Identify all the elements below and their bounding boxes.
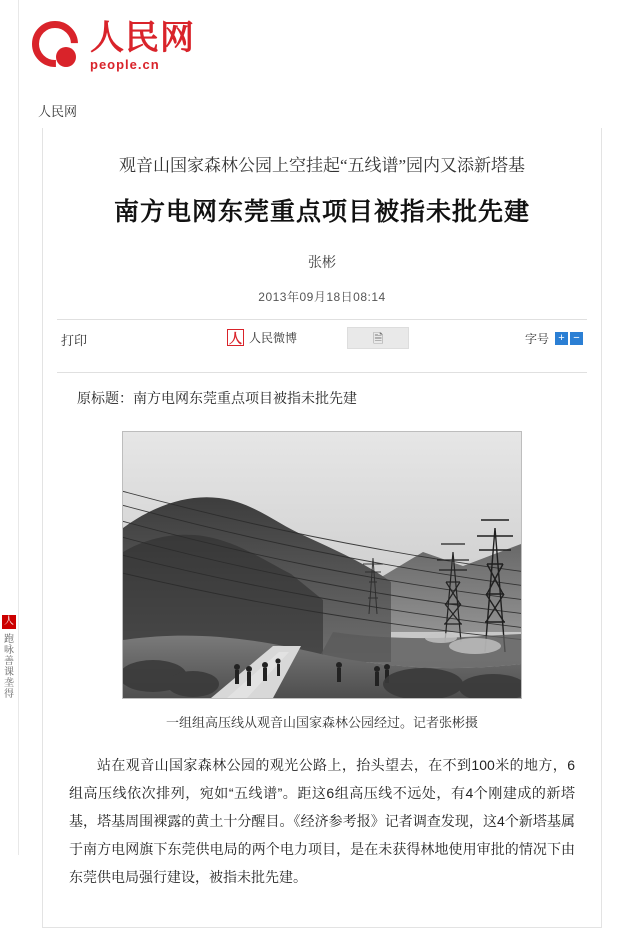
breadcrumb[interactable]: 人民网 [38,104,78,119]
article-toolbar [57,320,587,358]
original-title: 原标题：南方电网东莞重点项目被指未批先建 [77,390,357,406]
font-size-increase-button[interactable]: + [555,332,568,345]
article-author: 张彬 [308,254,336,270]
article-body [43,373,601,927]
logo-text-en: people.cn [90,57,160,72]
article-header [43,128,601,305]
article-subtitle: 观音山国家森林公园上空挂起“五线谱”园内又添新塔基 [118,156,526,175]
font-size-decrease-button[interactable]: − [570,332,583,345]
weibo-label: 人民微博 [249,331,298,345]
print-button[interactable]: 打印 [61,332,88,348]
article-photo [122,431,522,699]
font-size-label: 字号 [524,332,549,346]
rail-people-badge-icon: 人 [4,616,14,627]
left-rail [0,0,19,855]
logo-text-group [90,22,195,72]
photo-graphic [123,432,521,698]
weibo-share-button[interactable] [227,329,297,346]
people-logo-icon [32,21,84,73]
rail-vertical-text: 跑咏善课垄得 [4,634,14,700]
font-size-control [525,330,583,347]
site-logo[interactable] [32,21,195,73]
weibo-icon: 人 [228,331,242,346]
figure-caption: 一组组高压线从观音山国家森林公园经过。记者张彬摄 [165,715,478,730]
page-title: 南方电网东莞重点项目被指未批先建 [113,199,530,226]
site-header [19,0,632,92]
article-paragraph: 站在观音山国家森林公园的观光公路上，抬头望去，在不到100米的地方，6组高压线依次排列，宛如“五线谱”。距这6组高压线不远处，有4个刚建成的新塔基，塔基周围裸露的黄土十分醒目。《经济参考报》记者调查发现，这4个新塔基属于南方电网旗下东莞供电局的两个电力项目，是在未获得林地使用审批的情况下由东莞供电局强行建设，被指未批先建。 [69,757,575,885]
article-timestamp: 2013年09月18日08:14 [258,290,386,304]
article-card [42,128,602,928]
article-figure [122,431,522,733]
doc-icon: 🗎 [373,331,384,346]
save-doc-button[interactable] [347,327,409,349]
logo-text-cn: 人民网 [90,20,195,57]
